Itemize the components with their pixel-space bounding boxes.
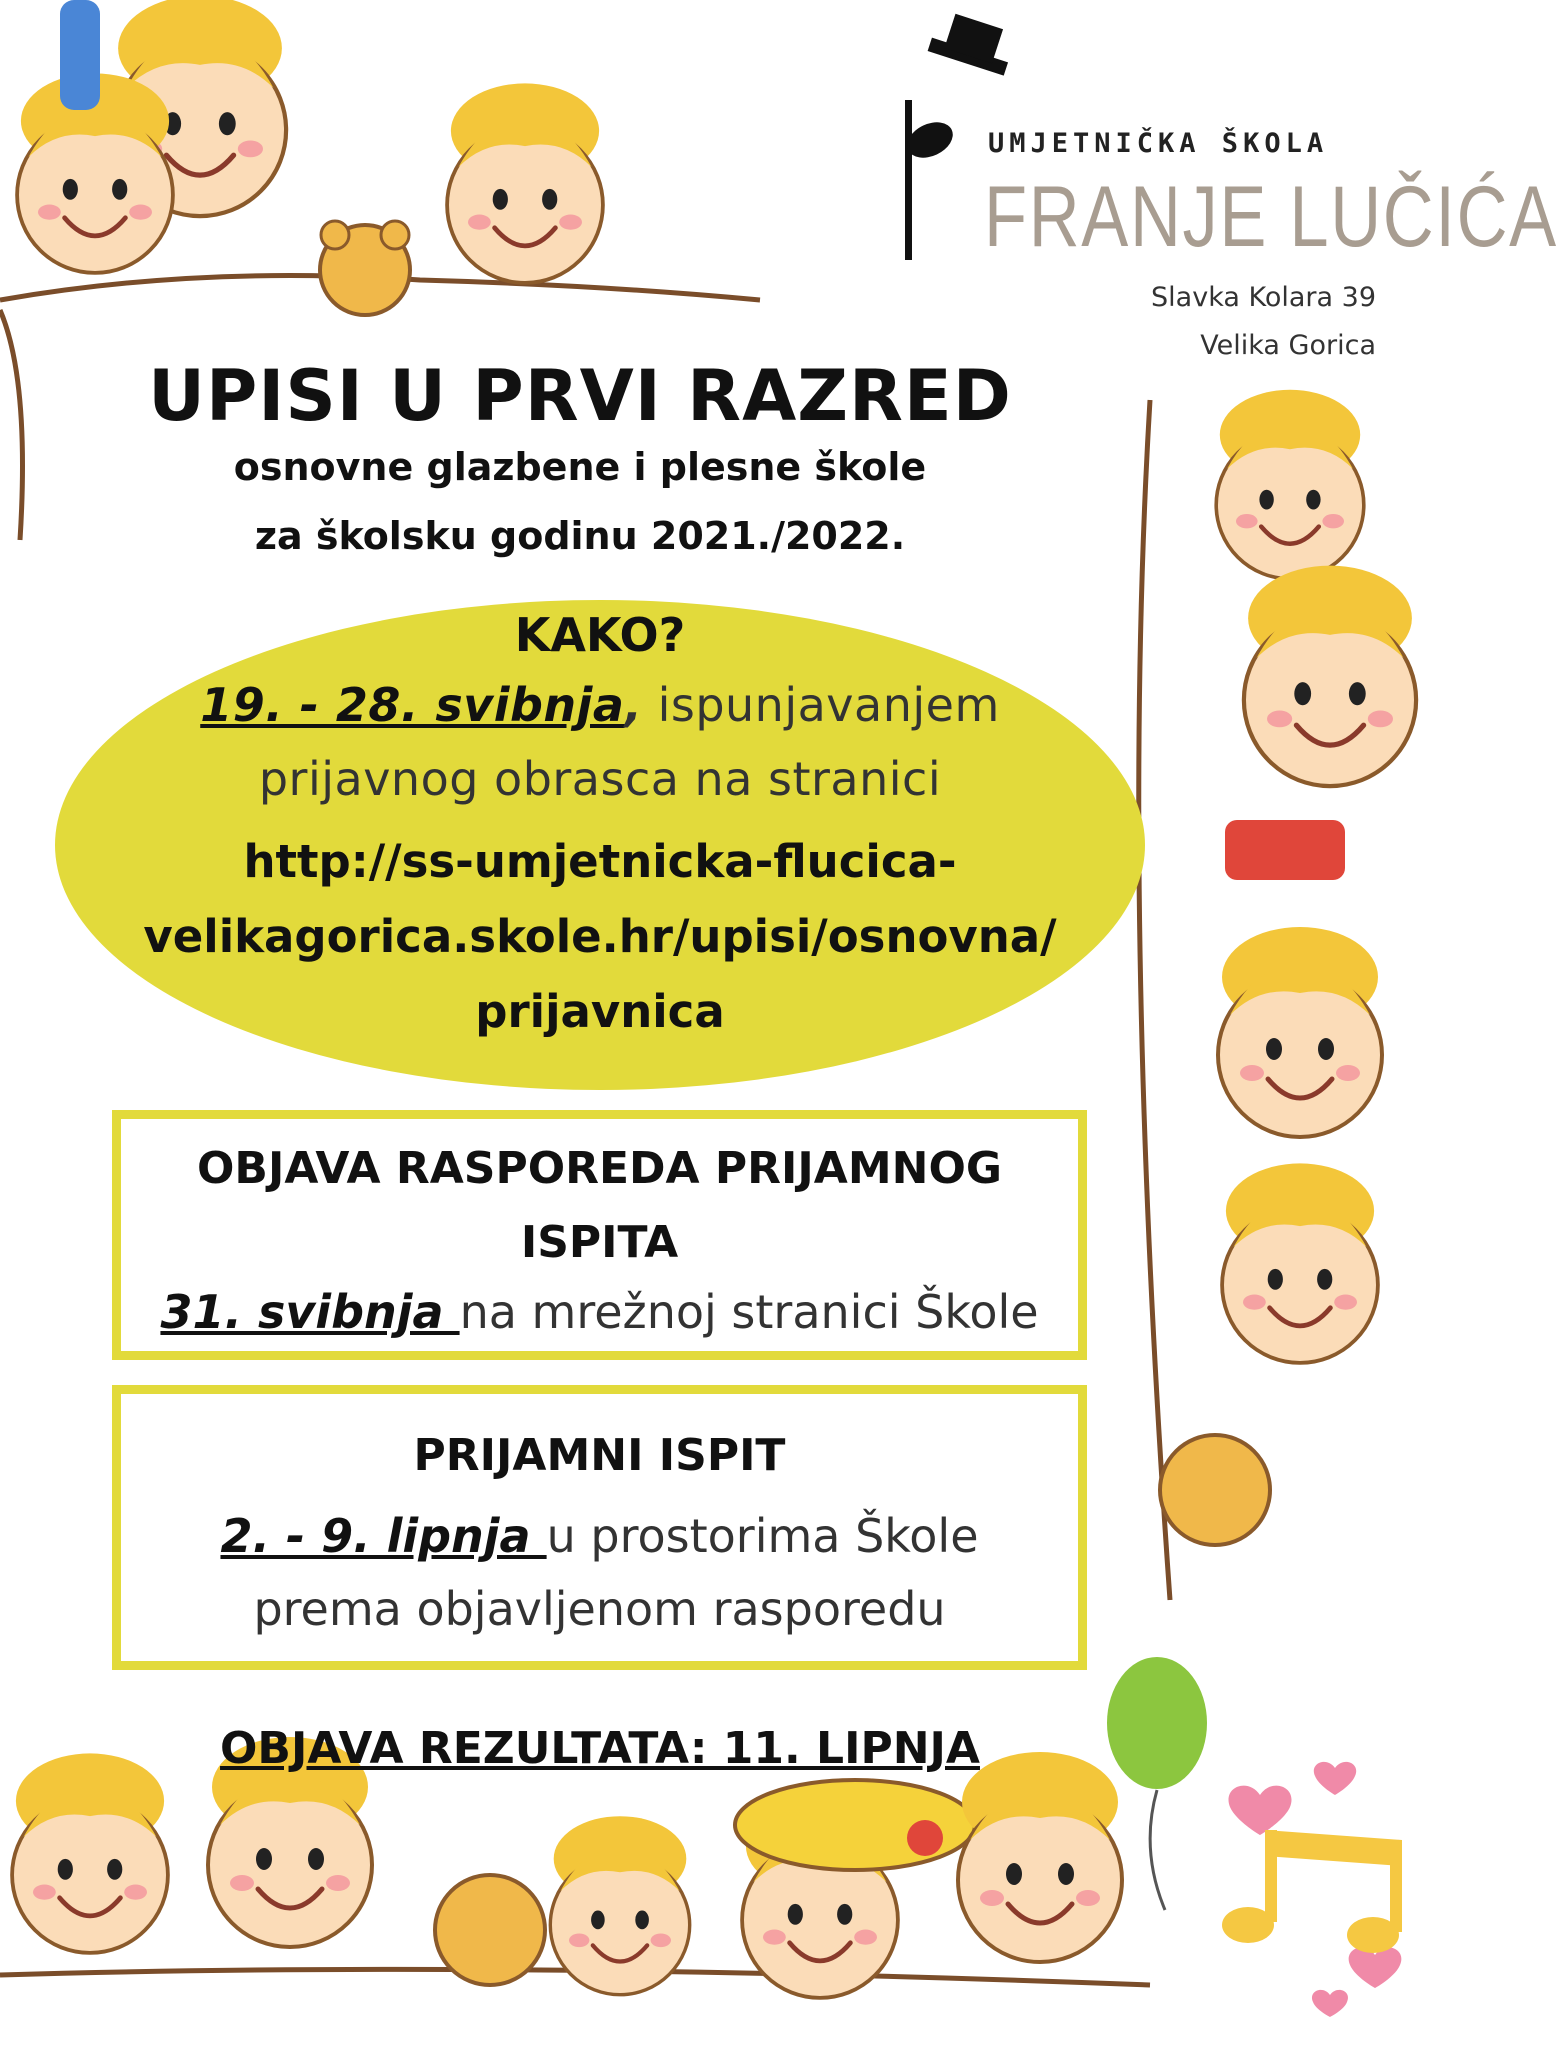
exam-box <box>112 1385 1087 1670</box>
address-street: Slavka Kolara 39 <box>1151 282 1376 313</box>
schedule-title-2: ISPITA <box>520 1217 679 1268</box>
results-announcement: OBJAVA REZULTATA: 11. LIPNJA <box>220 1723 980 1774</box>
music-notes-icon <box>1222 1830 1402 1953</box>
page-title: UPISI U PRVI RAZRED <box>148 355 1012 437</box>
schedule-line <box>121 1285 1078 1339</box>
how-title: KAKO? <box>514 608 686 662</box>
heart-icon <box>1228 1762 1401 2017</box>
schedule-date: 31. svibnja <box>160 1285 460 1339</box>
exam-text-2: prema objavljenom rasporedu <box>253 1582 946 1636</box>
how-url-2[interactable]: velikagorica.skole.hr/upisi/osnovna/ <box>143 910 1057 963</box>
schedule-title-1: OBJAVA RASPOREDA PRIJAMNOG <box>197 1143 1002 1194</box>
how-url-3[interactable]: prijavnica <box>475 985 725 1038</box>
schedule-box <box>112 1110 1087 1360</box>
subtitle-school: osnovne glazbene i plesne škole <box>233 445 927 489</box>
exam-text: u prostorima Škole <box>546 1509 979 1563</box>
exam-date: 2. - 9. lipnja <box>220 1509 547 1563</box>
how-text-2: prijavnog obrasca na stranici <box>258 752 942 806</box>
subtitle-year: za školsku godinu 2021./2022. <box>254 514 906 558</box>
how-date: 19. - 28. svibnja <box>200 678 625 732</box>
logo-school-name: FRANJE LUČIĆA <box>984 169 1558 265</box>
address-city: Velika Gorica <box>1200 330 1376 361</box>
schedule-text: na mrežnoj stranici Škole <box>459 1285 1039 1339</box>
how-text-1: ispunjavanjem <box>642 678 1000 732</box>
how-url-1[interactable]: http://ss-umjetnicka-flucica- <box>243 835 957 888</box>
how-line-1: 19. - 28. svibnja, ispunjavanjem <box>200 678 1000 732</box>
exam-line-1 <box>121 1509 1078 1563</box>
logo-school-type: UMJETNIČKA ŠKOLA <box>988 128 1329 159</box>
exam-title: PRIJAMNI ISPIT <box>413 1430 786 1481</box>
